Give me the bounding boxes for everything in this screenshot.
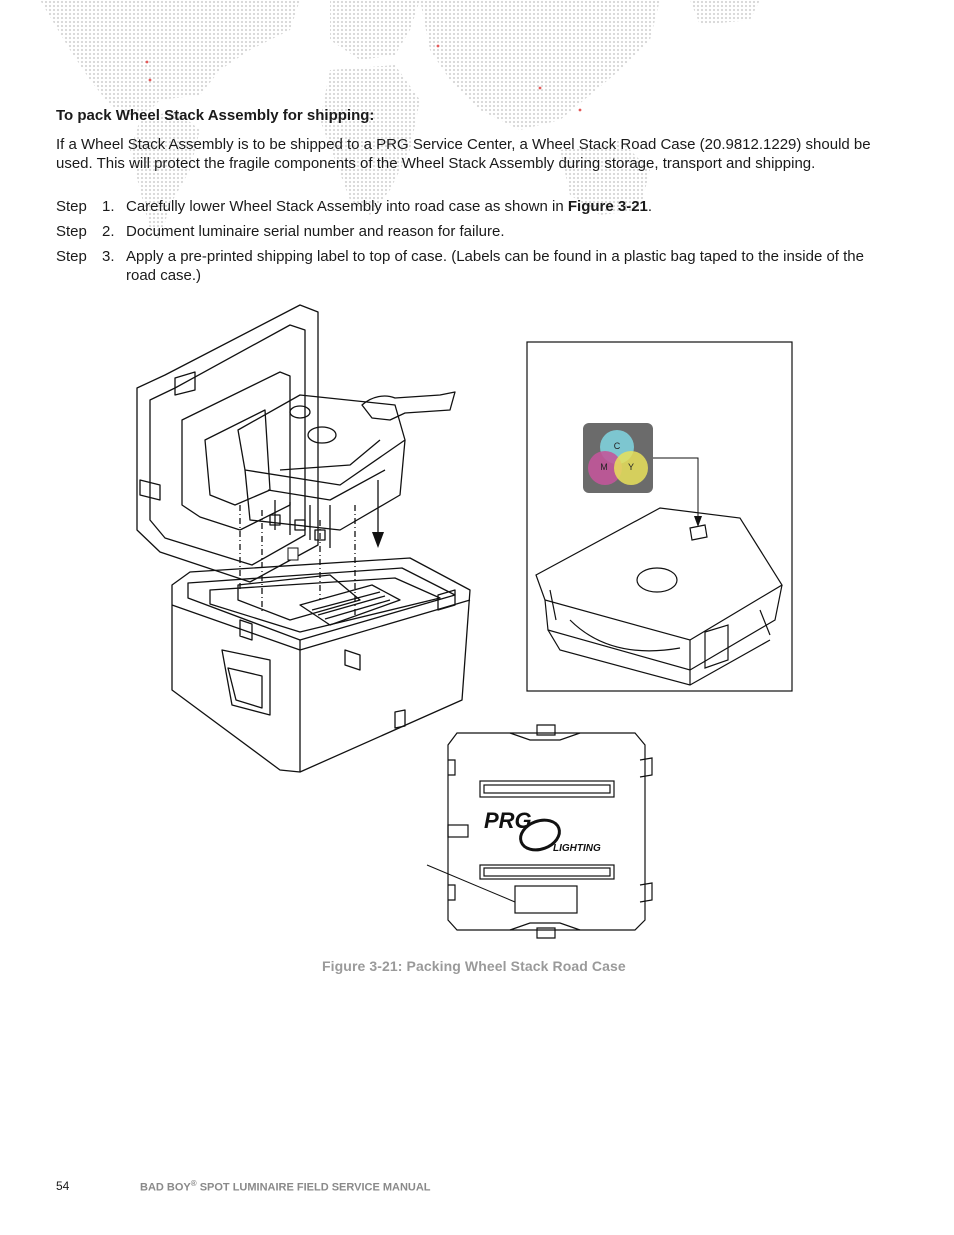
footer-manual-title: BAD BOY® SPOT LUMINAIRE FIELD SERVICE MANUAL <box>140 1179 431 1194</box>
wheel-stack-assembly <box>238 395 405 548</box>
figure-reference: Figure 3-21 <box>567 198 648 215</box>
step-word: Step <box>56 223 87 240</box>
figure-illustration <box>0 295 954 945</box>
step-word: Step <box>56 198 87 215</box>
figure-caption: Figure 3-21: Packing Wheel Stack Road Case <box>322 958 626 974</box>
prg-logo-subtext: LIGHTING <box>553 843 601 854</box>
case-top-view <box>448 725 652 938</box>
road-case-body <box>172 558 470 772</box>
step-number: 2. <box>102 223 115 240</box>
step-text: Apply a pre-printed shipping label to top of case. (Labels can be found in a plastic bag taped to the inside of the road case.) <box>126 248 864 284</box>
step-number: 1. <box>102 198 115 215</box>
step-word: Step <box>56 248 87 265</box>
label-leader-line <box>427 865 515 902</box>
section-heading: To pack Wheel Stack Assembly for shipping: <box>56 107 375 124</box>
step-text: Document luminaire serial number and reason for failure. <box>126 223 505 240</box>
cmy-label-c: C <box>613 441 621 451</box>
cmy-label-m: M <box>600 462 608 472</box>
step-number: 3. <box>102 248 115 265</box>
road-case-lid <box>137 305 318 582</box>
shipping-label-area <box>515 886 577 913</box>
intro-paragraph: If a Wheel Stack Assembly is to be shipped to a PRG Service Center, a Wheel Stack Road Case (20.9812.1229) should be used. This will protect the fragile components of the Wheel Stack Assembly during storage, transport and shipping. <box>56 136 871 172</box>
cmy-label-y: Y <box>627 462 635 472</box>
page-number: 54 <box>56 1179 70 1193</box>
step-text: Carefully lower Wheel Stack Assembly into road case as shown in Figure 3-21. <box>126 198 653 215</box>
detail-inset-box <box>527 342 792 691</box>
wheel-stack-detail <box>536 508 782 685</box>
prg-logo-text: PRG <box>484 808 532 833</box>
